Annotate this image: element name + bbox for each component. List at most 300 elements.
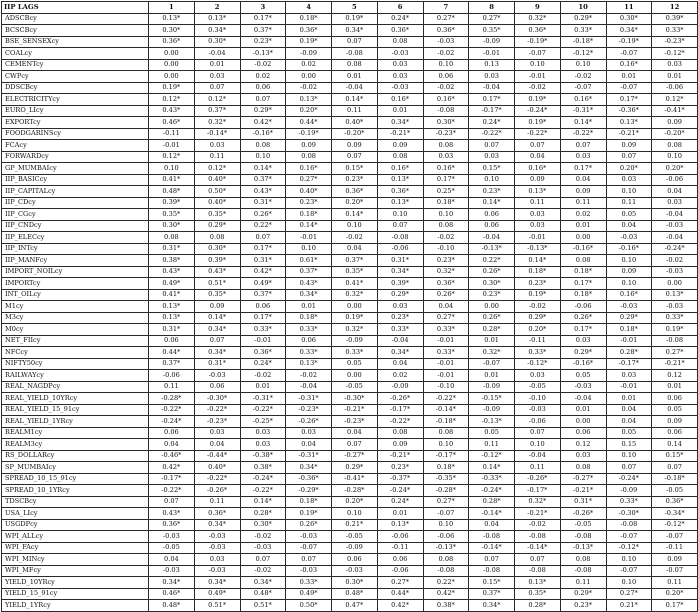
table-cell: -0.03 <box>194 370 240 382</box>
table-cell: 0.27* <box>606 588 652 600</box>
table-cell: 0.27* <box>423 496 469 508</box>
table-cell: -0.03 <box>652 301 698 313</box>
table-cell: 0.14* <box>332 209 378 221</box>
table-cell: 0.08 <box>377 36 423 48</box>
table-cell: -0.03 <box>377 82 423 94</box>
table-cell: 0.07 <box>240 554 286 566</box>
table-cell: -0.06 <box>423 531 469 543</box>
table-cell: 0.23* <box>469 289 515 301</box>
table-cell: 0.34* <box>606 25 652 37</box>
row-label: ELECTRICITYcy <box>2 94 149 106</box>
table-cell: 0.34* <box>194 519 240 531</box>
table-cell: -0.02 <box>286 370 332 382</box>
table-cell: 0.24* <box>377 496 423 508</box>
table-cell: 0.00 <box>332 301 378 313</box>
header-label: IIP LAGS <box>2 2 149 14</box>
table-cell: 0.03 <box>194 427 240 439</box>
table-cell: 0.24* <box>377 13 423 25</box>
table-cell: -0.02 <box>240 59 286 71</box>
table-cell: 0.12* <box>194 94 240 106</box>
table-cell: -0.36* <box>286 473 332 485</box>
table-cell: -0.03 <box>332 565 378 577</box>
table-cell: -0.08 <box>332 48 378 60</box>
row-label: WPI_FAcy <box>2 542 149 554</box>
table-cell: 0.01 <box>194 59 240 71</box>
row-label: IIP_BASICcy <box>2 174 149 186</box>
table-cell: 0.03 <box>606 174 652 186</box>
table-cell: 0.31* <box>377 255 423 267</box>
table-cell: -0.05 <box>652 485 698 497</box>
table-cell: 0.14* <box>194 312 240 324</box>
table-cell: -0.22* <box>240 485 286 497</box>
row-label: REAL_NAGDPcy <box>2 381 149 393</box>
table-cell: 0.35* <box>515 588 561 600</box>
column-header: 3 <box>240 2 286 14</box>
table-cell: 0.27* <box>286 174 332 186</box>
table-cell: 0.20* <box>606 163 652 175</box>
table-cell: 0.00 <box>286 71 332 83</box>
table-cell: 0.08 <box>240 140 286 152</box>
table-cell: 0.10 <box>240 151 286 163</box>
table-row <box>2 232 698 244</box>
table-cell: 0.27* <box>469 13 515 25</box>
table-cell: 0.11 <box>515 197 561 209</box>
table-cell: 0.29* <box>332 462 378 474</box>
table-cell: 0.06 <box>240 301 286 313</box>
table-cell: 0.01 <box>286 301 332 313</box>
table-cell: 0.32* <box>332 289 378 301</box>
table-cell: -0.34* <box>652 508 698 520</box>
table-cell: -0.13* <box>423 542 469 554</box>
table-cell: 0.31* <box>149 324 195 336</box>
table-cell: 0.18* <box>423 462 469 474</box>
table-cell: -0.24* <box>469 485 515 497</box>
table-cell: 0.01 <box>606 393 652 405</box>
table-cell: 0.20* <box>652 163 698 175</box>
table-cell: 0.35* <box>149 209 195 221</box>
table-cell: 0.27* <box>423 312 469 324</box>
table-cell: -0.21* <box>332 404 378 416</box>
table-cell: 0.34* <box>377 117 423 129</box>
table-row <box>2 485 698 497</box>
table-cell: 0.39* <box>652 13 698 25</box>
table-cell: 0.03 <box>469 71 515 83</box>
table-cell: -0.08 <box>469 531 515 543</box>
table-cell: -0.05 <box>560 519 606 531</box>
table-cell: 0.03 <box>194 554 240 566</box>
table-cell: 0.40* <box>332 117 378 129</box>
table-cell: 0.05 <box>560 370 606 382</box>
table-cell: 0.44* <box>377 588 423 600</box>
table-cell: -0.08 <box>606 519 652 531</box>
table-cell: 0.28* <box>606 347 652 359</box>
table-cell: 0.40* <box>286 186 332 198</box>
table-cell: -0.01 <box>423 335 469 347</box>
table-cell: -0.04 <box>652 209 698 221</box>
table-cell: 0.27* <box>423 13 469 25</box>
table-cell: 0.13* <box>286 358 332 370</box>
table-cell: 0.03 <box>240 439 286 451</box>
table-row <box>2 542 698 554</box>
table-cell: 0.47* <box>332 600 378 612</box>
table-cell: 0.06 <box>652 427 698 439</box>
table-cell: 0.16* <box>423 94 469 106</box>
table-cell: 0.10 <box>423 519 469 531</box>
table-cell: 0.19* <box>515 289 561 301</box>
table-cell: -0.03 <box>423 36 469 48</box>
table-cell: 0.17* <box>652 600 698 612</box>
table-cell: 0.33* <box>652 312 698 324</box>
table-cell: -0.24* <box>515 105 561 117</box>
table-row <box>2 255 698 267</box>
table-row <box>2 404 698 416</box>
table-cell: 0.03 <box>560 335 606 347</box>
row-label: INT_OILcy <box>2 289 149 301</box>
table-cell: 0.07 <box>515 554 561 566</box>
table-cell: 0.38* <box>149 255 195 267</box>
table-row <box>2 565 698 577</box>
table-cell: 0.23* <box>377 462 423 474</box>
table-cell: -0.01 <box>423 358 469 370</box>
column-header: 8 <box>469 2 515 14</box>
table-row <box>2 301 698 313</box>
table-cell: 0.08 <box>377 427 423 439</box>
table-cell: 0.15* <box>332 163 378 175</box>
table-cell: 0.00 <box>149 71 195 83</box>
table-cell: -0.21* <box>377 450 423 462</box>
table-row <box>2 151 698 163</box>
table-cell: -0.02 <box>286 82 332 94</box>
table-cell: 0.04 <box>332 427 378 439</box>
row-label: IIP_MANFcy <box>2 255 149 267</box>
table-cell: 0.33* <box>286 324 332 336</box>
table-cell: 0.33* <box>286 347 332 359</box>
table-cell: 0.17* <box>240 243 286 255</box>
table-cell: 0.19* <box>515 94 561 106</box>
table-cell: -0.31* <box>560 105 606 117</box>
table-cell: 0.17* <box>240 13 286 25</box>
table-cell: -0.26* <box>286 416 332 428</box>
table-cell: 0.37* <box>286 266 332 278</box>
table-cell: 0.04 <box>286 439 332 451</box>
table-cell: -0.04 <box>194 48 240 60</box>
table-cell: -0.24* <box>240 473 286 485</box>
table-cell: 0.16* <box>286 163 332 175</box>
table-row <box>2 324 698 336</box>
table-cell: 0.41* <box>149 289 195 301</box>
table-cell: -0.02 <box>515 82 561 94</box>
table-cell: 0.10 <box>560 59 606 71</box>
row-label: EXPORTcy <box>2 117 149 129</box>
table-cell: -0.21* <box>515 508 561 520</box>
row-label: WPI_MFcy <box>2 565 149 577</box>
table-cell: -0.07 <box>286 542 332 554</box>
table-cell: 0.46* <box>149 117 195 129</box>
table-cell: 0.12* <box>652 94 698 106</box>
table-cell: 0.19* <box>286 508 332 520</box>
table-cell: 0.08 <box>423 220 469 232</box>
table-row <box>2 358 698 370</box>
table-cell: 0.36* <box>240 347 286 359</box>
table-cell: -0.09 <box>469 36 515 48</box>
table-cell: -0.16* <box>240 128 286 140</box>
table-cell: -0.03 <box>194 531 240 543</box>
table-row <box>2 71 698 83</box>
table-cell: -0.08 <box>469 565 515 577</box>
table-cell: 0.49* <box>194 588 240 600</box>
row-label: IMPORT_NOILcy <box>2 266 149 278</box>
row-label: WPI_ALLcy <box>2 531 149 543</box>
table-row <box>2 519 698 531</box>
table-cell: 0.34* <box>332 25 378 37</box>
table-cell: 0.09 <box>515 174 561 186</box>
table-cell: 0.50* <box>194 186 240 198</box>
table-cell: 0.34* <box>286 289 332 301</box>
table-cell: 0.19* <box>332 312 378 324</box>
table-cell: 0.25* <box>423 186 469 198</box>
table-cell: -0.06 <box>377 243 423 255</box>
table-cell: -0.05 <box>149 542 195 554</box>
table-cell: -0.07 <box>652 531 698 543</box>
row-label: M0cy <box>2 324 149 336</box>
table-cell: 0.13* <box>606 117 652 129</box>
table-cell: -0.17* <box>469 105 515 117</box>
table-cell: 0.26* <box>469 266 515 278</box>
table-cell: 0.01 <box>469 370 515 382</box>
table-cell: 0.07 <box>515 140 561 152</box>
table-cell: -0.03 <box>560 381 606 393</box>
table-cell: 0.49* <box>149 278 195 290</box>
table-cell: -0.04 <box>332 82 378 94</box>
table-cell: -0.13* <box>469 416 515 428</box>
table-cell: 0.38* <box>423 600 469 612</box>
table-cell: -0.17* <box>515 485 561 497</box>
table-cell: 0.50* <box>286 600 332 612</box>
table-cell: 0.61* <box>286 255 332 267</box>
table-cell: -0.09 <box>286 48 332 60</box>
table-cell: 0.17* <box>240 312 286 324</box>
row-label: RAILWAYcy <box>2 370 149 382</box>
table-cell: 0.36* <box>194 508 240 520</box>
table-cell: -0.13* <box>469 243 515 255</box>
table-cell: 0.08 <box>149 232 195 244</box>
table-cell: 0.06 <box>377 554 423 566</box>
table-cell: 0.42* <box>377 600 423 612</box>
table-cell: 0.10 <box>606 278 652 290</box>
table-cell: 0.11 <box>149 381 195 393</box>
table-cell: -0.22* <box>560 128 606 140</box>
table-cell: 0.08 <box>286 151 332 163</box>
table-cell: 0.11 <box>332 105 378 117</box>
table-cell: -0.31* <box>286 450 332 462</box>
table-row <box>2 496 698 508</box>
table-cell: 0.14 <box>652 439 698 451</box>
table-cell: 0.06 <box>423 71 469 83</box>
table-cell: 0.07 <box>606 462 652 474</box>
column-header: 11 <box>606 2 652 14</box>
table-cell: 0.29* <box>560 13 606 25</box>
table-cell: -0.13* <box>240 48 286 60</box>
table-cell: 0.04 <box>606 404 652 416</box>
row-label: FCAcy <box>2 140 149 152</box>
table-row <box>2 278 698 290</box>
table-cell: 0.14* <box>515 255 561 267</box>
table-cell: 0.17* <box>560 163 606 175</box>
table-cell: 0.23* <box>560 600 606 612</box>
table-row <box>2 393 698 405</box>
table-cell: 0.32* <box>515 496 561 508</box>
table-cell: 0.23* <box>423 255 469 267</box>
table-cell: 0.28* <box>515 600 561 612</box>
table-cell: 0.09 <box>377 439 423 451</box>
table-cell: -0.13* <box>515 243 561 255</box>
table-cell: 0.07 <box>469 554 515 566</box>
table-cell: 0.03 <box>652 197 698 209</box>
table-cell: 0.32* <box>469 347 515 359</box>
table-cell: 0.14* <box>286 220 332 232</box>
table-cell: 0.07 <box>194 335 240 347</box>
table-cell: 0.44* <box>149 347 195 359</box>
table-cell: -0.25* <box>240 416 286 428</box>
table-cell: -0.21* <box>606 128 652 140</box>
table-cell: 0.06 <box>194 381 240 393</box>
table-cell: -0.09 <box>469 381 515 393</box>
table-cell: 0.19* <box>286 36 332 48</box>
table-cell: -0.24* <box>149 416 195 428</box>
table-cell: 0.42* <box>423 588 469 600</box>
table-cell: -0.03 <box>652 266 698 278</box>
table-cell: -0.11 <box>377 542 423 554</box>
row-label: BCSCBcy <box>2 25 149 37</box>
table-cell: 0.13* <box>149 13 195 25</box>
table-cell: -0.12* <box>560 48 606 60</box>
table-cell: 0.09 <box>652 117 698 129</box>
table-cell: -0.30* <box>194 393 240 405</box>
table-cell: 0.23* <box>377 312 423 324</box>
table-cell: -0.01 <box>286 232 332 244</box>
table-cell: 0.31* <box>194 358 240 370</box>
table-cell: 0.28* <box>469 496 515 508</box>
table-cell: -0.02 <box>423 82 469 94</box>
table-cell: 0.12* <box>194 163 240 175</box>
table-cell: -0.44* <box>194 450 240 462</box>
row-label: DDSCBcy <box>2 82 149 94</box>
table-cell: 0.12 <box>652 370 698 382</box>
table-cell: 0.16* <box>606 59 652 71</box>
table-cell: -0.09 <box>469 404 515 416</box>
table-cell: 0.16* <box>515 163 561 175</box>
table-cell: 0.23* <box>240 36 286 48</box>
row-label: CWPcy <box>2 71 149 83</box>
table-cell: 0.30* <box>149 220 195 232</box>
table-cell: -0.04 <box>469 232 515 244</box>
table-cell: -0.10 <box>423 381 469 393</box>
row-label: IIP_CNDcy <box>2 220 149 232</box>
table-cell: 0.29* <box>377 289 423 301</box>
table-row <box>2 473 698 485</box>
table-cell: 0.10 <box>606 186 652 198</box>
table-cell: -0.28* <box>423 485 469 497</box>
table-cell: 0.11 <box>652 577 698 589</box>
column-header: 2 <box>194 2 240 14</box>
column-header: 9 <box>515 2 561 14</box>
table-cell: 0.02 <box>240 71 286 83</box>
table-cell: 0.34* <box>194 25 240 37</box>
table-cell: -0.07 <box>423 508 469 520</box>
table-cell: 0.51* <box>240 600 286 612</box>
table-cell: 0.37* <box>149 358 195 370</box>
table-cell: 0.43* <box>194 266 240 278</box>
table-row <box>2 117 698 129</box>
table-cell: 0.04 <box>332 243 378 255</box>
table-cell: 0.30* <box>149 25 195 37</box>
table-cell: 0.44* <box>286 117 332 129</box>
table-cell: 0.00 <box>469 301 515 313</box>
table-row <box>2 577 698 589</box>
table-cell: 0.49* <box>286 588 332 600</box>
table-cell: -0.02 <box>240 370 286 382</box>
table-cell: 0.51* <box>194 600 240 612</box>
table-cell: -0.16* <box>560 243 606 255</box>
row-label: SP_MUMBAIcy <box>2 462 149 474</box>
column-header: 7 <box>423 2 469 14</box>
table-cell: 0.33* <box>652 25 698 37</box>
row-label: M1cy <box>2 301 149 313</box>
table-cell: 0.00 <box>149 59 195 71</box>
table-cell: 0.31* <box>560 496 606 508</box>
table-cell: 0.10 <box>606 450 652 462</box>
table-cell: -0.07 <box>469 358 515 370</box>
table-cell: 0.29* <box>560 588 606 600</box>
table-cell: 0.07 <box>652 462 698 474</box>
table-cell: -0.03 <box>149 565 195 577</box>
column-header: 1 <box>149 2 195 14</box>
table-cell: 0.05 <box>469 427 515 439</box>
table-cell: -0.08 <box>652 335 698 347</box>
row-label: YIELD_1YRcy <box>2 600 149 612</box>
table-cell: -0.21* <box>377 128 423 140</box>
table-cell: -0.09 <box>332 335 378 347</box>
table-cell: 0.01 <box>560 404 606 416</box>
table-cell: -0.17* <box>423 450 469 462</box>
table-cell: 0.03 <box>377 59 423 71</box>
table-cell: 0.23* <box>332 174 378 186</box>
table-cell: -0.18* <box>560 36 606 48</box>
table-cell: -0.01 <box>515 71 561 83</box>
table-cell: 0.11 <box>560 577 606 589</box>
table-cell: -0.13* <box>560 542 606 554</box>
table-cell: -0.07 <box>606 82 652 94</box>
table-cell: -0.06 <box>652 82 698 94</box>
table-row <box>2 554 698 566</box>
table-cell: 0.04 <box>606 220 652 232</box>
table-cell: 0.43* <box>149 508 195 520</box>
table-cell: 0.19* <box>652 324 698 336</box>
table-cell: -0.05 <box>332 531 378 543</box>
row-label: COALcy <box>2 48 149 60</box>
table-cell: 0.10 <box>606 577 652 589</box>
table-cell: -0.22* <box>423 393 469 405</box>
table-cell: 0.07 <box>149 496 195 508</box>
table-cell: -0.08 <box>560 565 606 577</box>
table-cell: -0.28* <box>149 393 195 405</box>
table-cell: 0.21* <box>332 519 378 531</box>
table-cell: -0.04 <box>560 393 606 405</box>
table-cell: -0.05 <box>332 381 378 393</box>
table-cell: 0.05 <box>606 427 652 439</box>
table-cell: 0.04 <box>377 358 423 370</box>
table-cell: -0.19* <box>286 128 332 140</box>
